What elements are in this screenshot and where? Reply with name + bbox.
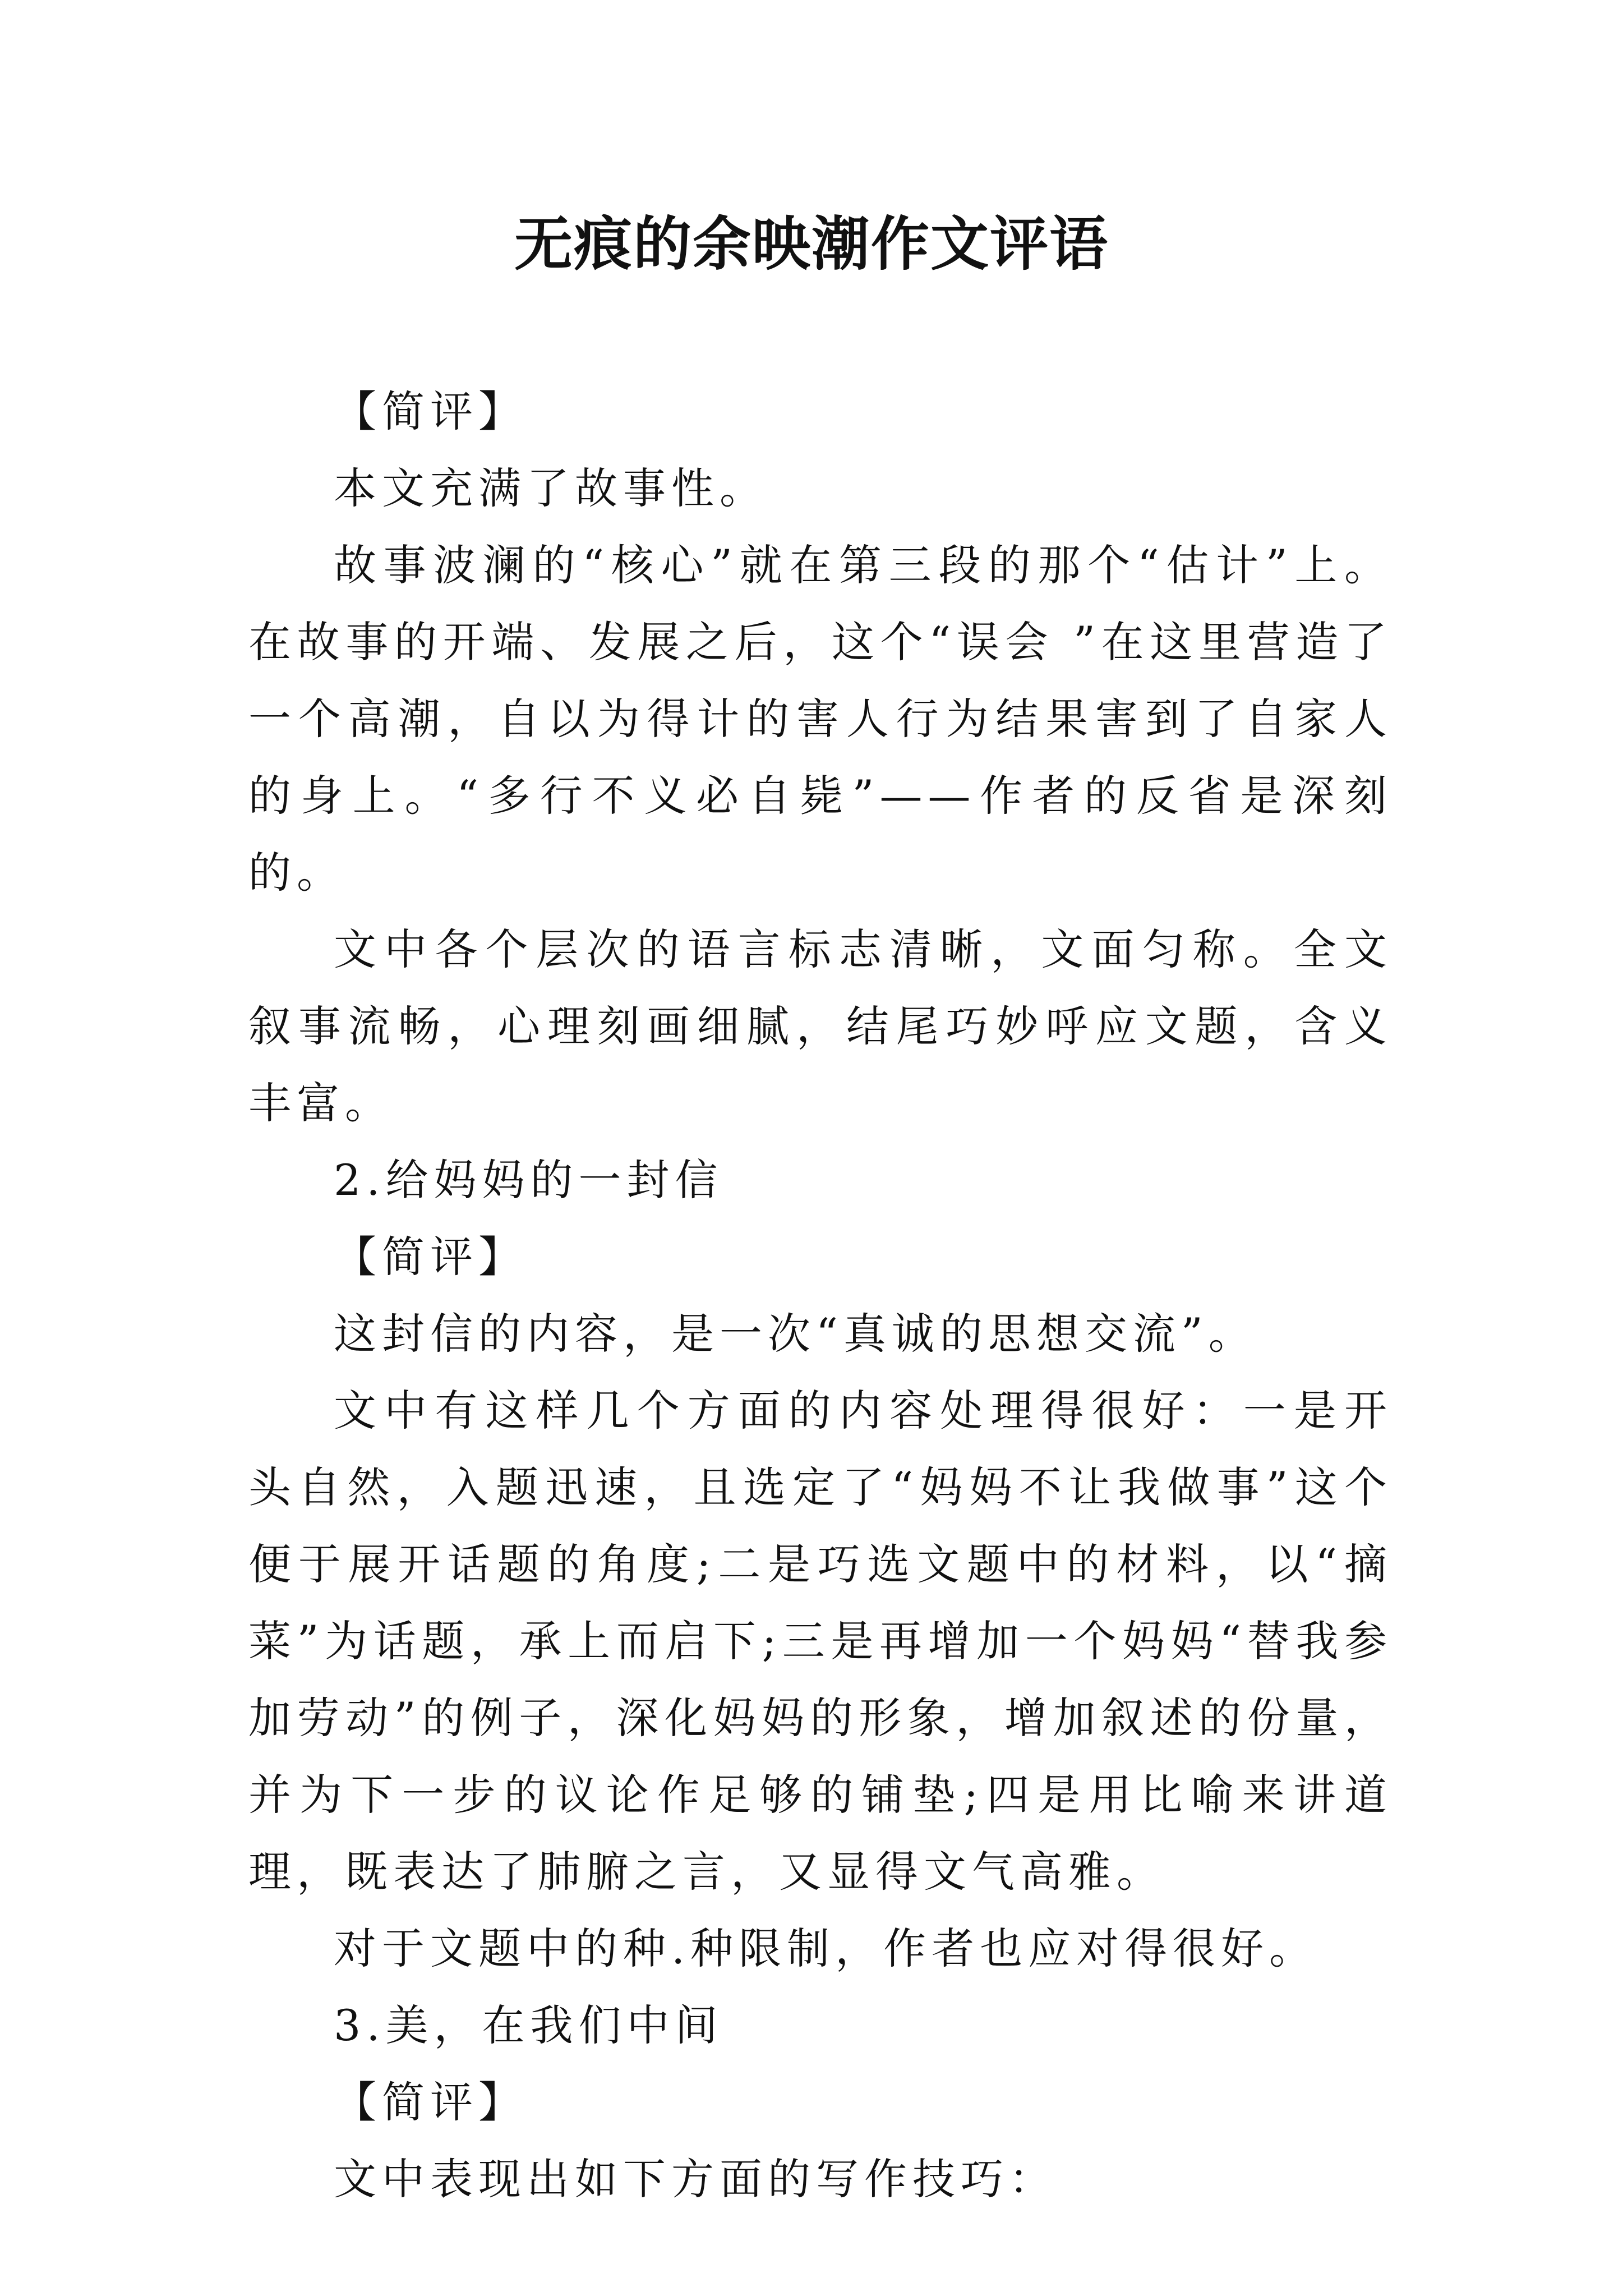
essay-heading-2: 2.给妈妈的一封信	[334, 1155, 723, 1205]
essay-heading-3: 3.美，在我们中间	[334, 2000, 723, 2050]
section-label-review-1: 【简评】	[334, 386, 527, 436]
section-label-review-3: 【简评】	[334, 2077, 527, 2127]
paragraph-5: 文中有这样几个方面的内容处理得很好：一是开头自然，入题迅速，且选定了“妈妈不让我做事”这个便于展开话题的角度;二是巧选文题中的材料，以“摘菜”为话题，承上而启下;三是再增加一个妈妈“替我参加劳动”的例子，深化妈妈的形象，增加叙述的份量，并为下一步的议论作足够的铺垫;四是用比喻来讲道理，既表达了肺腑之言，又显得文气高雅。	[248, 1386, 1393, 1897]
paragraph-2: 故事波澜的“核心”就在第三段的那个“估计”上。在故事的开端、发展之后，这个“误会 ”在这里营造了一个高潮，自以为得计的害人行为结果害到了自家人的身上。“多行不义必自毙”——作者的反省是深刻的。	[248, 540, 1393, 898]
paragraph-7: 文中表现出如下方面的写作技巧：	[334, 2154, 1057, 2204]
document-title: 无痕的余映潮作文评语	[514, 209, 1109, 278]
paragraph-1: 本文充满了故事性。	[334, 463, 768, 513]
paragraph-4: 这封信的内容，是一次“真诚的思想交流”。	[334, 1309, 1257, 1359]
paragraph-3: 文中各个层次的语言标志清晰，文面匀称。全文叙事流畅，心理刻画细腻，结尾巧妙呼应文题，含义丰富。	[248, 924, 1393, 1128]
document-body	[248, 373, 1393, 2217]
section-label-review-2: 【简评】	[334, 1232, 527, 1282]
paragraph-6: 对于文题中的种.种限制，作者也应对得很好。	[334, 1924, 1318, 1973]
